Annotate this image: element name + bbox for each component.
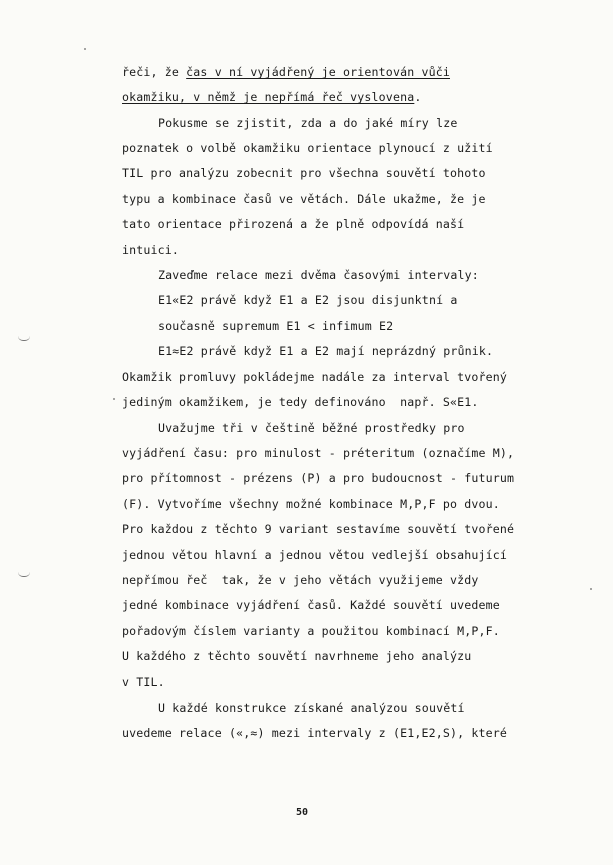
underlined-text: okamžiku, v němž je nepřímá řeč vyslovena [122,90,415,104]
text-line: intuici. [122,243,180,257]
text-line: jedné kombinace vyjádření časů. Každé souvětí uvedeme [122,598,500,612]
text-line: Okamžik promluvy pokládejme nadále za interval tvořený [122,370,508,384]
text-line: v TIL. [122,675,165,689]
scan-speck [84,48,86,50]
scan-mark [18,572,30,577]
text-line: jednou větou hlavní a jednou větou vedlejší obsahující [122,548,508,562]
text-line: současně supremum E1 < infimum E2 [158,319,394,333]
text-line: uvedeme relace («,≈) mezi intervaly z (E1,E2,S), které [122,726,508,740]
text-line: Pokusme se zjistit, zda a do jaké míry lze [158,116,458,130]
scan-mark [18,336,30,341]
text-line: TIL pro analýzu zobecnit pro všechna souvětí tohoto [122,166,486,180]
scan-speck [113,398,115,400]
scan-speck [590,588,592,590]
text-line: E1≈E2 právě když E1 a E2 mají neprázdný průnik. [158,344,494,358]
text-line: typu a kombinace časů ve větách. Dále ukažme, že je [122,192,486,206]
text-line: nepřímou řeč tak, že v jeho větách využijeme vždy [122,573,479,587]
text-line: vyjádření času: pro minulost - préteritum (označíme M), [122,446,515,460]
text-line: Uvažujme tři v češtině běžné prostředky pro [158,421,465,435]
text-segment: . [414,90,422,104]
text-line: U každého z těchto souvětí navrhneme jeho analýzu [122,649,472,663]
text-segment: řeči, že [122,65,187,79]
underlined-text: čas v ní vyjádřený je orientován vůči [186,65,450,79]
text-line [122,90,421,104]
text-line: tato orientace přirozená a že plně odpovídá naší [122,217,465,231]
text-line: pořadovým číslem varianty a použitou kombinací M,P,F. [122,624,500,638]
text-line: (F). Vytvoříme všechny možné kombinace M,P,F po dvou. [122,497,500,511]
text-line: U každé konstrukce získané analýzou souvětí [158,701,465,715]
text-line: poznatek o volbě okamžiku orientace plynoucí z užití [122,141,493,155]
text-line: jediným okamžikem, je tedy definováno např. S«E1. [122,395,479,409]
text-line [122,65,450,79]
text-line: Pro každou z těchto 9 variant sestavíme souvětí tvořené [122,522,515,536]
page-number: 50 [296,807,309,818]
text-line: Zaveďme relace mezi dvěma časovými intervaly: [158,268,479,282]
text-line: E1«E2 právě když E1 a E2 jsou disjunktní a [158,293,458,307]
text-line: pro přítomnost - prézens (P) a pro budoucnost - futurum [122,471,515,485]
